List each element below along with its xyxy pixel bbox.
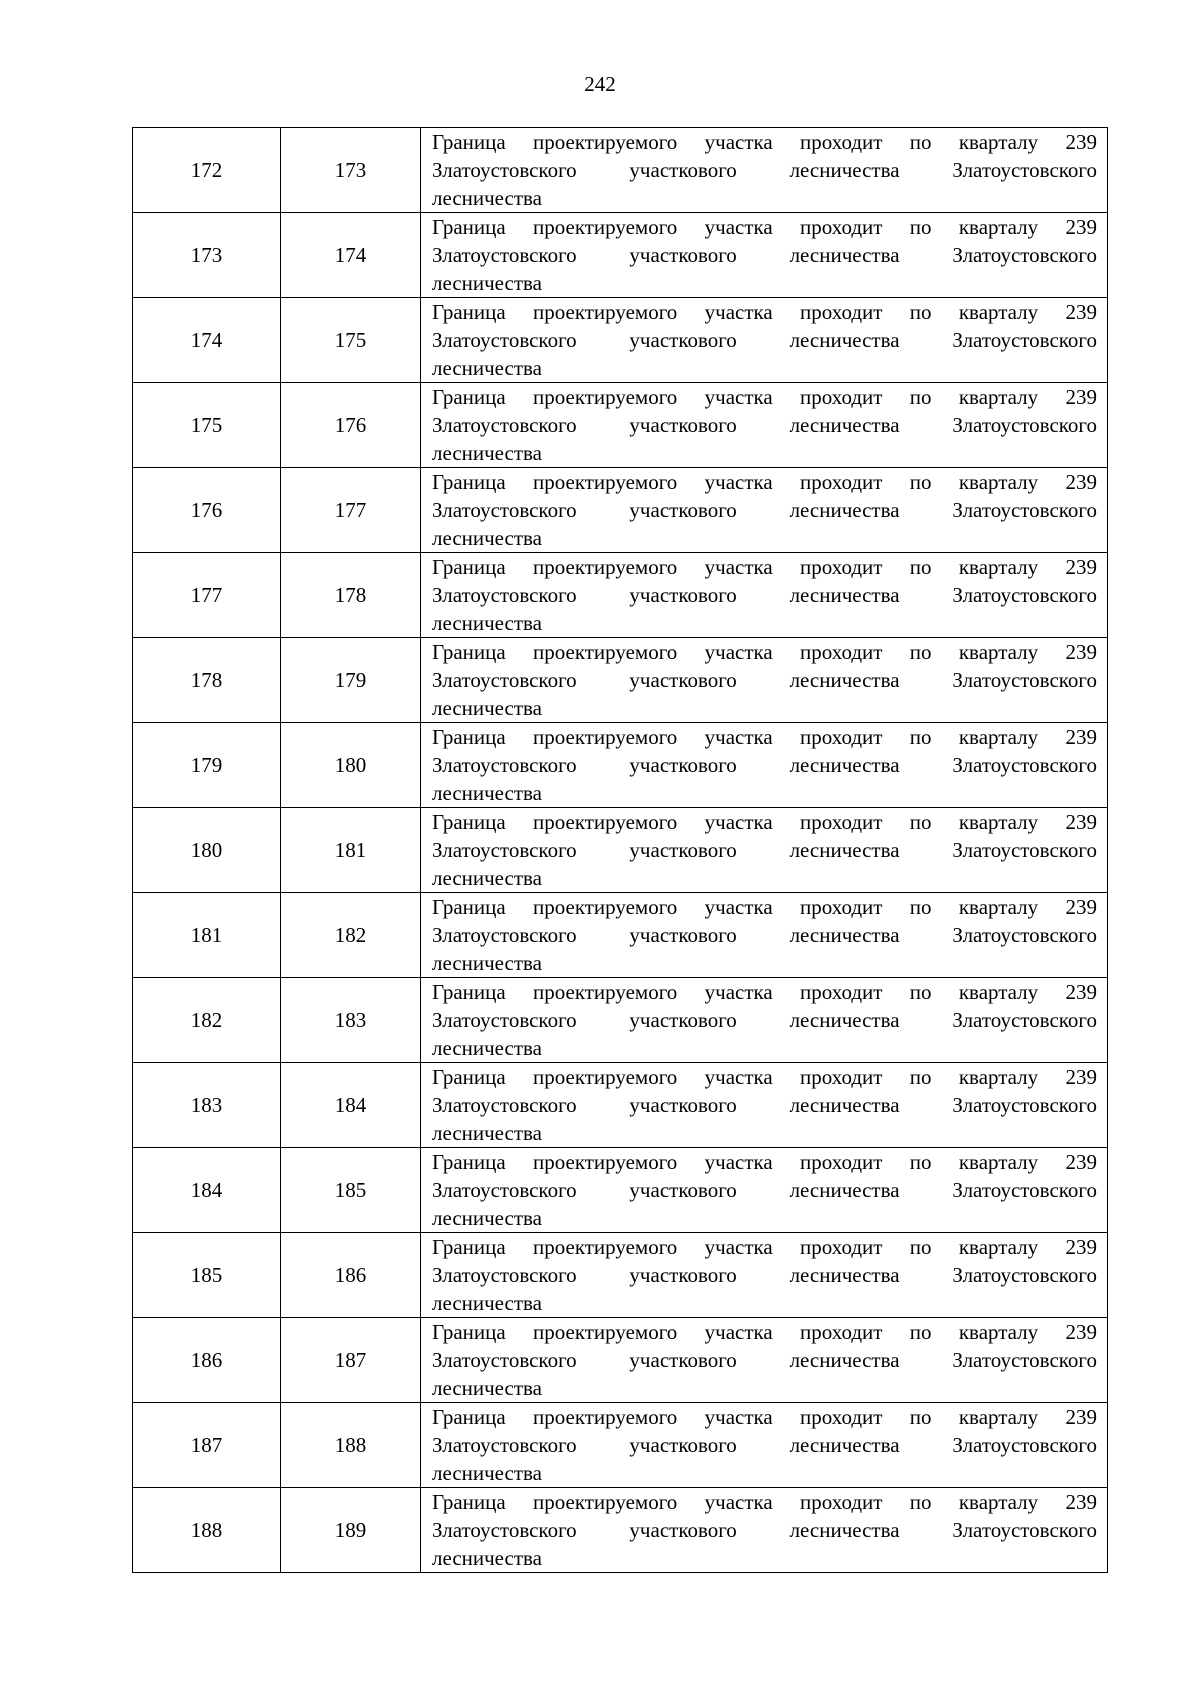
description-line: Граница проектируемого участка проходит по кварталу 239 — [432, 1490, 1097, 1514]
page-number: 242 — [584, 72, 616, 96]
point-to-cell: 177 — [281, 468, 421, 553]
description-line: Граница проектируемого участка проходит по кварталу 239 — [432, 1320, 1097, 1344]
description-line: Граница проектируемого участка проходит по кварталу 239 — [432, 895, 1097, 919]
table-row — [133, 808, 1108, 893]
point-to-cell: 175 — [281, 298, 421, 383]
description-line: Граница проектируемого участка проходит по кварталу 239 — [432, 555, 1097, 579]
table-row — [133, 383, 1108, 468]
point-from-cell: 178 — [133, 638, 281, 723]
description-line: Златоустовского участкового лесничества Златоустовского — [432, 583, 1097, 607]
description-line: Граница проектируемого участка проходит по кварталу 239 — [432, 640, 1097, 664]
point-from-cell: 174 — [133, 298, 281, 383]
description-line: Граница проектируемого участка проходит по кварталу 239 — [432, 1150, 1097, 1174]
description-line: Граница проектируемого участка проходит по кварталу 239 — [432, 130, 1097, 154]
point-from-cell: 175 — [133, 383, 281, 468]
point-to-cell: 189 — [281, 1488, 421, 1573]
description-line: Златоустовского участкового лесничества Златоустовского — [432, 413, 1097, 437]
description-line: Златоустовского участкового лесничества Златоустовского — [432, 243, 1097, 267]
description-line: Златоустовского участкового лесничества Златоустовского — [432, 1178, 1097, 1202]
description-line: Златоустовского участкового лесничества Златоустовского — [432, 158, 1097, 182]
point-to-cell: 179 — [281, 638, 421, 723]
point-from-cell: 182 — [133, 978, 281, 1063]
point-to-cell: 184 — [281, 1063, 421, 1148]
table-row — [133, 1488, 1108, 1573]
description-line: Граница проектируемого участка проходит по кварталу 239 — [432, 980, 1097, 1004]
description-line: Граница проектируемого участка проходит по кварталу 239 — [432, 470, 1097, 494]
description-line: Златоустовского участкового лесничества Златоустовского — [432, 1433, 1097, 1457]
table-row — [133, 723, 1108, 808]
point-to-cell: 178 — [281, 553, 421, 638]
description-line: Златоустовского участкового лесничества Златоустовского — [432, 1263, 1097, 1287]
description-line: лесничества — [432, 951, 542, 975]
description-line: лесничества — [432, 1461, 542, 1485]
table-row — [133, 468, 1108, 553]
description-line: лесничества — [432, 1291, 542, 1315]
table-row — [133, 298, 1108, 383]
boundary-description-cell — [421, 893, 1108, 978]
point-to-cell: 182 — [281, 893, 421, 978]
description-line: лесничества — [432, 1546, 542, 1570]
description-line: Златоустовского участкового лесничества Златоустовского — [432, 668, 1097, 692]
table-row — [133, 1233, 1108, 1318]
point-to-cell: 187 — [281, 1318, 421, 1403]
description-line: лесничества — [432, 186, 542, 210]
point-from-cell: 181 — [133, 893, 281, 978]
description-line: лесничества — [432, 1121, 542, 1145]
table-row — [133, 1403, 1108, 1488]
point-to-cell: 181 — [281, 808, 421, 893]
boundary-description-cell — [421, 1318, 1108, 1403]
description-line: Златоустовского участкового лесничества Златоустовского — [432, 838, 1097, 862]
description-line: Граница проектируемого участка проходит по кварталу 239 — [432, 1065, 1097, 1089]
point-from-cell: 172 — [133, 128, 281, 213]
boundary-description-cell — [421, 468, 1108, 553]
boundary-description-cell — [421, 128, 1108, 213]
description-line: Златоустовского участкового лесничества Златоустовского — [432, 1008, 1097, 1032]
description-line: Граница проектируемого участка проходит по кварталу 239 — [432, 300, 1097, 324]
description-line: лесничества — [432, 1036, 542, 1060]
boundary-description-cell — [421, 638, 1108, 723]
description-line: Граница проектируемого участка проходит по кварталу 239 — [432, 215, 1097, 239]
boundary-description-cell — [421, 1488, 1108, 1573]
point-from-cell: 188 — [133, 1488, 281, 1573]
description-line: лесничества — [432, 356, 542, 380]
point-to-cell: 174 — [281, 213, 421, 298]
boundary-description-cell — [421, 383, 1108, 468]
boundary-table — [132, 127, 1108, 1573]
description-line: Златоустовского участкового лесничества Златоустовского — [432, 498, 1097, 522]
point-from-cell: 184 — [133, 1148, 281, 1233]
table-row — [133, 213, 1108, 298]
table-row — [133, 1148, 1108, 1233]
description-line: лесничества — [432, 526, 542, 550]
table-row — [133, 978, 1108, 1063]
point-to-cell: 180 — [281, 723, 421, 808]
point-from-cell: 179 — [133, 723, 281, 808]
point-from-cell: 177 — [133, 553, 281, 638]
point-to-cell: 185 — [281, 1148, 421, 1233]
boundary-description-cell — [421, 213, 1108, 298]
point-from-cell: 186 — [133, 1318, 281, 1403]
point-from-cell: 176 — [133, 468, 281, 553]
point-from-cell: 183 — [133, 1063, 281, 1148]
description-line: Граница проектируемого участка проходит по кварталу 239 — [432, 1405, 1097, 1429]
description-line: Граница проектируемого участка проходит по кварталу 239 — [432, 725, 1097, 749]
description-line: лесничества — [432, 1376, 542, 1400]
boundary-description-cell — [421, 1063, 1108, 1148]
point-to-cell: 176 — [281, 383, 421, 468]
point-to-cell: 188 — [281, 1403, 421, 1488]
point-to-cell: 186 — [281, 1233, 421, 1318]
description-line: Златоустовского участкового лесничества Златоустовского — [432, 1348, 1097, 1372]
description-line: Златоустовского участкового лесничества Златоустовского — [432, 328, 1097, 352]
description-line: лесничества — [432, 781, 542, 805]
description-line: лесничества — [432, 696, 542, 720]
description-line: Граница проектируемого участка проходит по кварталу 239 — [432, 1235, 1097, 1259]
description-line: Златоустовского участкового лесничества Златоустовского — [432, 923, 1097, 947]
boundary-description-cell — [421, 553, 1108, 638]
table-row — [133, 1063, 1108, 1148]
description-line: Златоустовского участкового лесничества Златоустовского — [432, 1518, 1097, 1542]
boundary-description-cell — [421, 808, 1108, 893]
description-line: Граница проектируемого участка проходит по кварталу 239 — [432, 385, 1097, 409]
table-row — [133, 1318, 1108, 1403]
table-row — [133, 128, 1108, 213]
point-to-cell: 183 — [281, 978, 421, 1063]
table-row — [133, 638, 1108, 723]
point-from-cell: 185 — [133, 1233, 281, 1318]
point-from-cell: 187 — [133, 1403, 281, 1488]
description-line: лесничества — [432, 271, 542, 295]
boundary-description-cell — [421, 1233, 1108, 1318]
table-row — [133, 553, 1108, 638]
description-line: лесничества — [432, 441, 542, 465]
description-line: лесничества — [432, 866, 542, 890]
description-line: лесничества — [432, 611, 542, 635]
boundary-description-cell — [421, 298, 1108, 383]
boundary-description-cell — [421, 723, 1108, 808]
point-to-cell: 173 — [281, 128, 421, 213]
table-row — [133, 893, 1108, 978]
boundary-description-cell — [421, 1403, 1108, 1488]
description-line: лесничества — [432, 1206, 542, 1230]
boundary-description-cell — [421, 978, 1108, 1063]
description-line: Граница проектируемого участка проходит по кварталу 239 — [432, 810, 1097, 834]
description-line: Златоустовского участкового лесничества Златоустовского — [432, 1093, 1097, 1117]
table-body — [133, 128, 1108, 1573]
point-from-cell: 173 — [133, 213, 281, 298]
point-from-cell: 180 — [133, 808, 281, 893]
description-line: Златоустовского участкового лесничества Златоустовского — [432, 753, 1097, 777]
boundary-description-cell — [421, 1148, 1108, 1233]
